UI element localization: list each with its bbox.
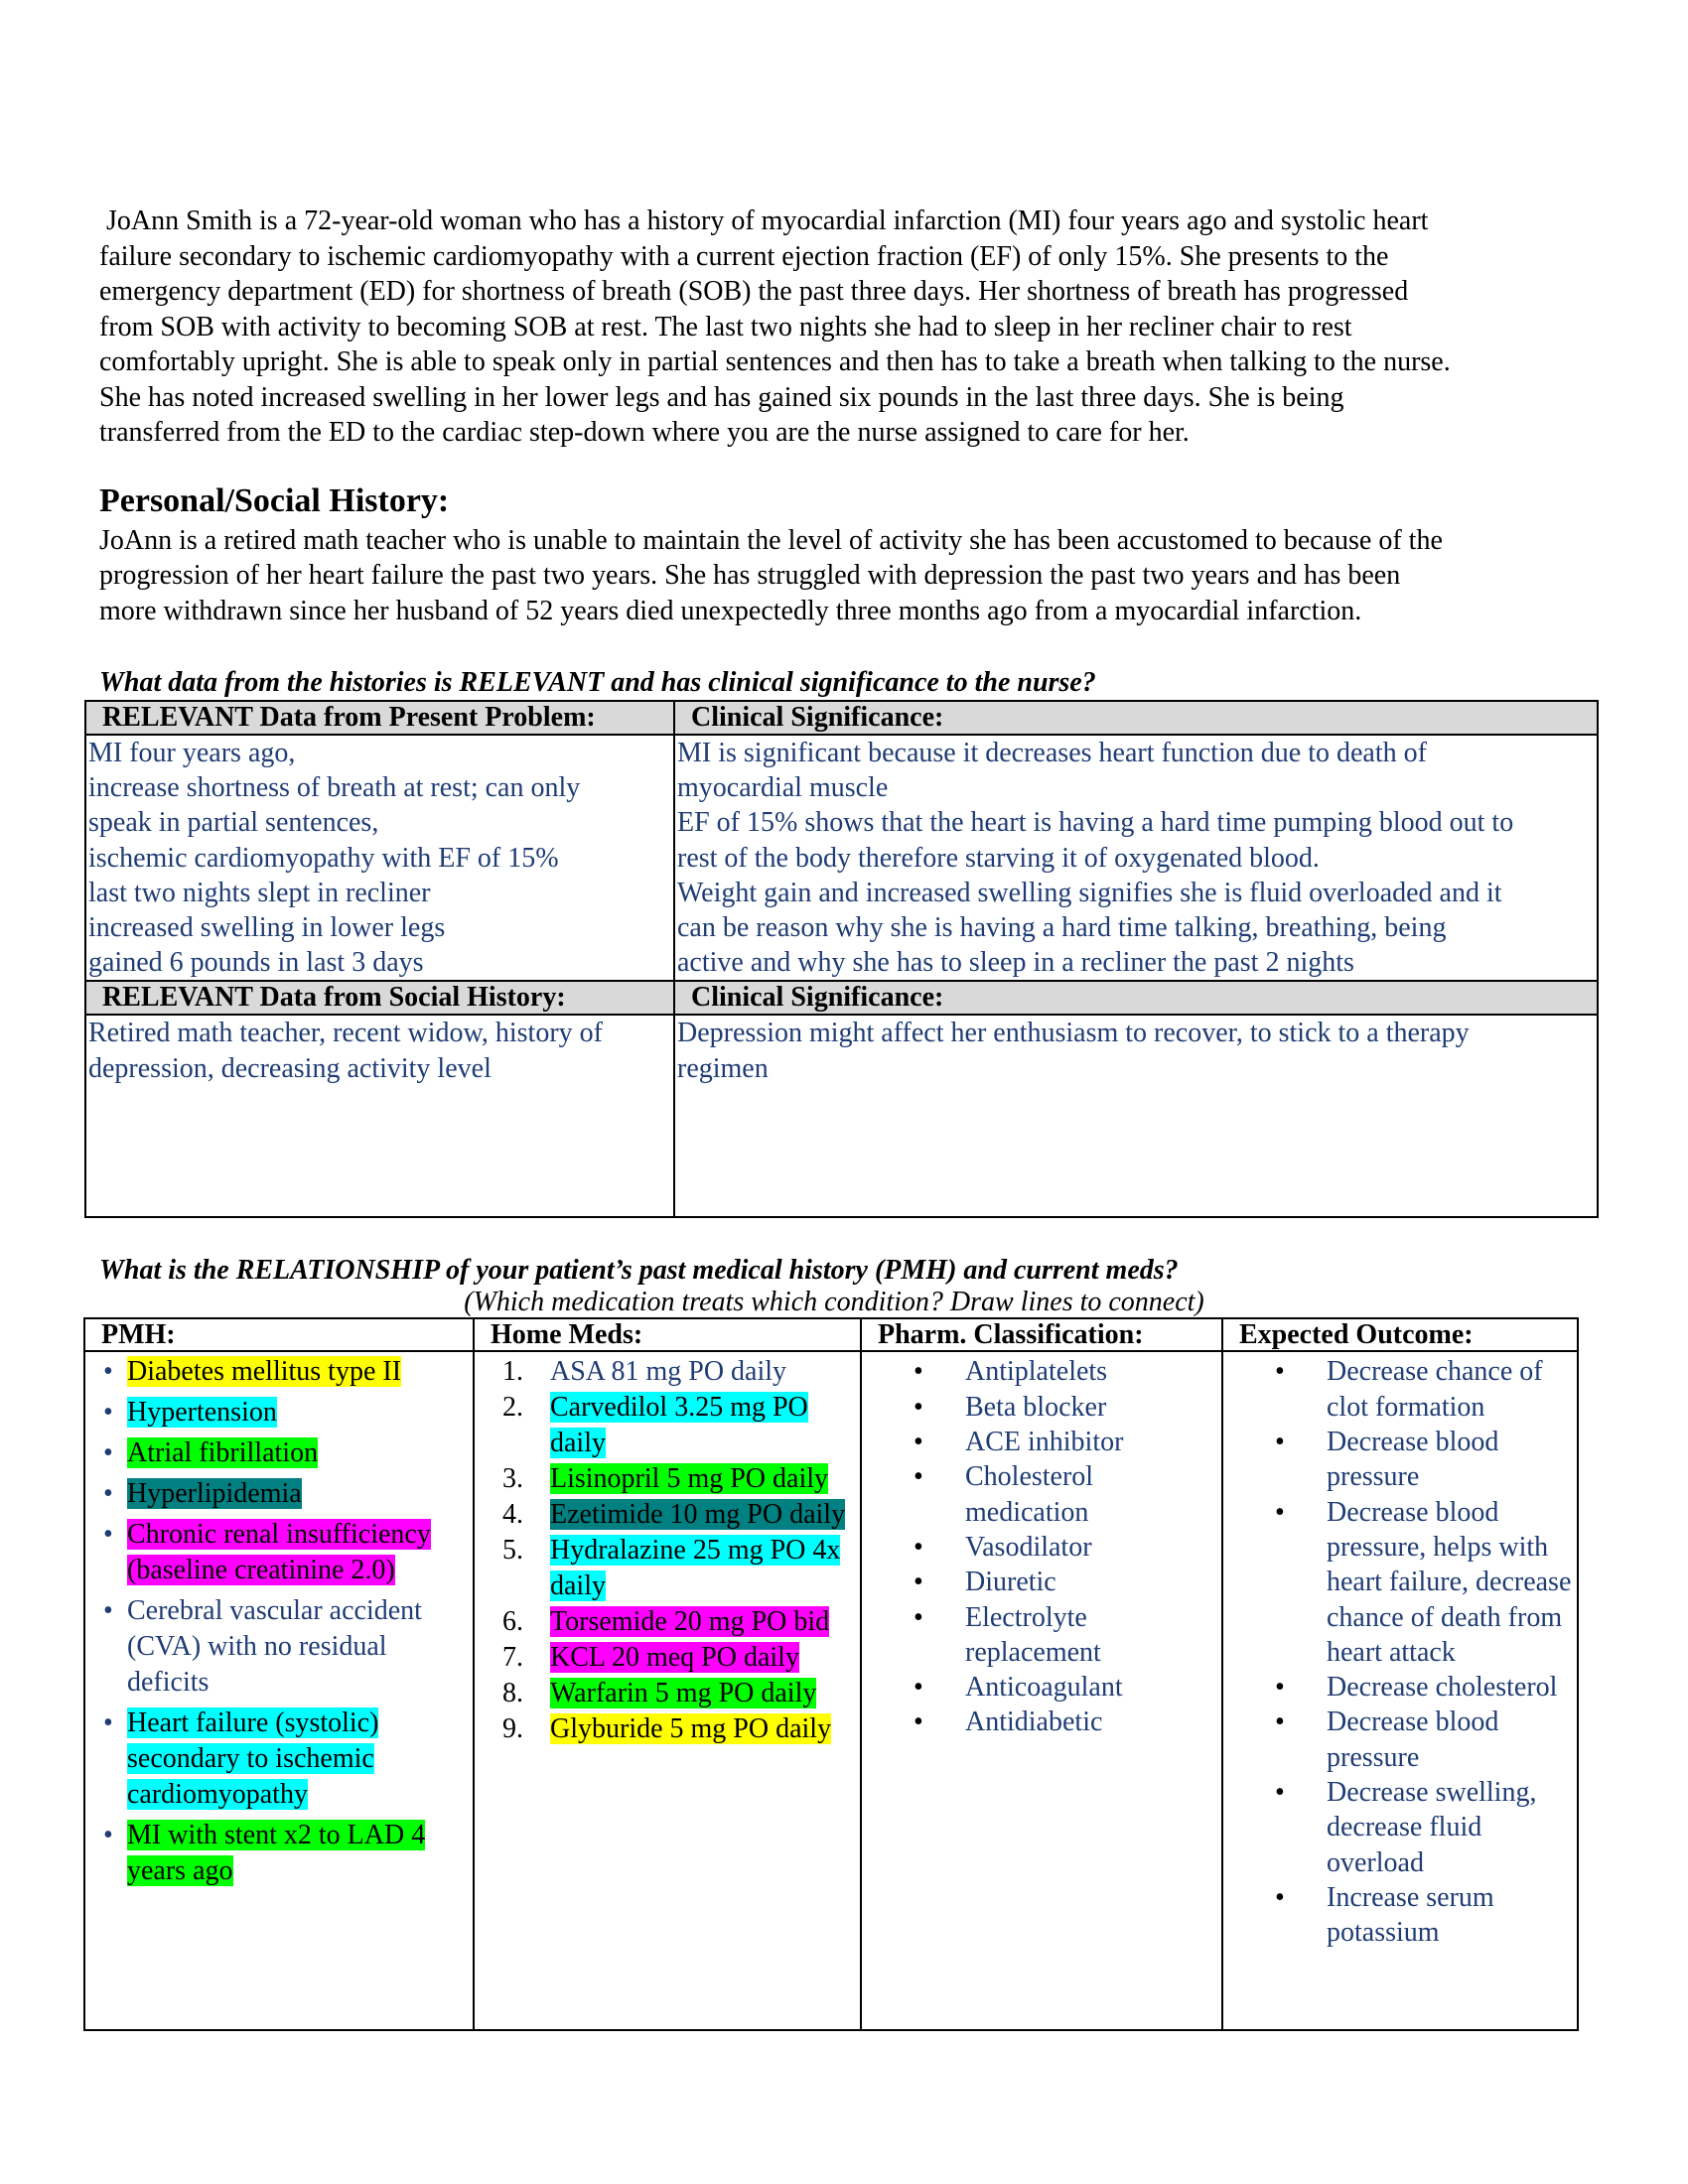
med-text: Ezetimide 10 mg PO daily	[550, 1499, 846, 1531]
bullet-icon: •	[103, 1478, 113, 1510]
bullet-icon: •	[103, 1820, 113, 1851]
pharm-class-text: Cholesterol medication	[965, 1461, 1094, 1528]
present-problem-cell[interactable]	[85, 735, 674, 981]
social-item: depression, decreasing activity level	[88, 1052, 492, 1084]
pmh-item	[89, 1818, 469, 1889]
pmh-item	[89, 1354, 469, 1390]
bullet-icon: •	[103, 1356, 113, 1388]
bullet-icon: •	[1275, 1356, 1285, 1388]
expected-outcome-item	[1227, 1354, 1573, 1425]
expected-outcome-item	[1227, 1705, 1573, 1775]
expected-outcome-text: Decrease swelling, decrease fluid overload	[1327, 1776, 1537, 1878]
intro-line: from SOB with activity to becoming SOB at rest. The last two nights she had to sleep in her recliner chair to rest	[99, 311, 1352, 342]
home-med-item	[479, 1497, 856, 1533]
social-history-header: RELEVANT Data from Social History:	[85, 981, 674, 1015]
expected-outcome-item	[1227, 1670, 1573, 1705]
med-number: 6.	[502, 1606, 523, 1638]
home-med-item	[479, 1461, 856, 1497]
med-number: 9.	[502, 1713, 523, 1745]
bullet-icon: •	[914, 1601, 923, 1633]
social-header-row	[85, 981, 1598, 1015]
social-significance-cell[interactable]	[674, 1015, 1598, 1217]
pharm-class-item	[866, 1565, 1217, 1599]
bullet-icon: •	[103, 1707, 113, 1739]
home-meds-header: Home Meds:	[474, 1318, 861, 1351]
home-med-item	[479, 1711, 856, 1747]
significance-line: regimen	[677, 1052, 769, 1084]
case-intro	[99, 204, 1589, 451]
home-med-item	[479, 1640, 856, 1676]
med-number: 8.	[502, 1678, 523, 1709]
home-med-item	[479, 1676, 856, 1711]
expected-outcome-text: Decrease chance of clot formation	[1327, 1356, 1543, 1423]
pmh-item	[89, 1395, 469, 1431]
pmh-item-text: Hypertension	[127, 1397, 277, 1429]
pharm-class-text: Beta blocker	[965, 1391, 1107, 1423]
pharm-class-item	[866, 1354, 1217, 1389]
relevant-data-table	[84, 700, 1599, 1218]
bullet-icon: •	[103, 1519, 113, 1551]
present-significance-cell[interactable]	[674, 735, 1598, 981]
med-number: 2.	[502, 1392, 523, 1424]
bullet-icon: •	[914, 1672, 923, 1704]
expected-outcome-item	[1227, 1425, 1573, 1495]
pharm-class-text: Vasodilator	[965, 1531, 1092, 1563]
intro-line: JoAnn Smith is a 72-year-old woman who has a history of myocardial infarction (MI) four years ago and systolic heart	[99, 205, 1429, 236]
pmh-header: PMH:	[84, 1318, 474, 1351]
bullet-icon: •	[914, 1567, 923, 1598]
pmh-item	[89, 1593, 469, 1701]
pharm-class-item	[866, 1390, 1217, 1425]
social-history-title: Personal/Social History:	[99, 481, 450, 519]
pmh-item	[89, 1706, 469, 1813]
pharm-class-item	[866, 1600, 1217, 1671]
present-item: gained 6 pounds in last 3 days	[88, 947, 424, 979]
expected-outcome-list	[1227, 1354, 1573, 1950]
significance-line: EF of 15% shows that the heart is having a hard time pumping blood out to	[677, 807, 1514, 839]
present-item: last two nights slept in recliner	[88, 877, 431, 908]
significance-line: MI is significant because it decreases heart function due to death of	[677, 738, 1427, 768]
pharm-class-cell[interactable]	[861, 1351, 1222, 2030]
med-number: 1.	[502, 1356, 523, 1388]
pmh-meds-table	[83, 1317, 1579, 2031]
med-number: 4.	[502, 1499, 523, 1531]
bullet-icon: •	[914, 1391, 923, 1423]
pmh-list	[89, 1354, 469, 1889]
present-problem-header: RELEVANT Data from Present Problem:	[85, 701, 674, 735]
intro-line: transferred from the ED to the cardiac step-down where you are the nurse assigned to care for her.	[99, 417, 1190, 448]
bullet-icon: •	[1275, 1706, 1285, 1738]
pmh-item-text: Atrial fibrillation	[127, 1437, 319, 1469]
pharm-class-item	[866, 1425, 1217, 1459]
relationship-question: What is the RELATIONSHIP of your patient’s past medical history (PMH) and current meds?	[99, 1255, 1179, 1287]
pharm-class-text: Anticoagulant	[965, 1672, 1123, 1704]
intro-line: She has noted increased swelling in her lower legs and has gained six pounds in the last three days. She is being	[99, 381, 1344, 413]
expected-outcome-header: Expected Outcome:	[1222, 1318, 1578, 1351]
home-med-item	[479, 1354, 856, 1390]
intro-line: comfortably upright. She is able to speak only in partial sentences and then has to take a breath when talking to the nurse.	[99, 346, 1451, 377]
med-number: 3.	[502, 1463, 523, 1495]
present-item: MI four years ago,	[88, 738, 296, 768]
pharm-class-list	[866, 1354, 1217, 1739]
med-text: Warfarin 5 mg PO daily	[550, 1678, 817, 1709]
med-text: Torsemide 20 mg PO bid	[550, 1606, 830, 1638]
med-number: 7.	[502, 1642, 523, 1674]
med-text: Lisinopril 5 mg PO daily	[550, 1463, 828, 1495]
expected-outcome-text: Decrease blood pressure	[1327, 1427, 1499, 1493]
bullet-icon: •	[914, 1427, 923, 1458]
pharm-class-header: Pharm. Classification:	[861, 1318, 1222, 1351]
present-header-row	[85, 701, 1598, 735]
significance-line: myocardial muscle	[677, 772, 889, 804]
expected-outcome-cell[interactable]	[1222, 1351, 1578, 2030]
present-problem-row	[85, 735, 1598, 981]
bullet-icon: •	[103, 1397, 113, 1429]
expected-outcome-text: Decrease cholesterol	[1327, 1672, 1558, 1704]
bullet-icon: •	[914, 1706, 923, 1738]
pharm-class-item	[866, 1530, 1217, 1565]
present-item: increased swelling in lower legs	[88, 912, 446, 944]
social-line: JoAnn is a retired math teacher who is unable to maintain the level of activity she has been accustomed to because of the	[99, 524, 1443, 556]
med-text: Glyburide 5 mg PO daily	[550, 1713, 832, 1745]
social-line: more withdrawn since her husband of 52 years died unexpectedly three months ago from a myocardial infarction.	[99, 595, 1362, 626]
pmh-item-text: MI with stent x2 to LAD 4 years ago	[127, 1820, 426, 1887]
bullet-icon: •	[914, 1461, 923, 1493]
bullet-icon: •	[1275, 1776, 1285, 1808]
pharm-class-text: Antiplatelets	[965, 1356, 1108, 1388]
med-text: Carvedilol 3.25 mg PO daily	[550, 1392, 808, 1459]
home-med-item	[479, 1390, 856, 1461]
home-med-item	[479, 1604, 856, 1640]
social-item: Retired math teacher, recent widow, history of	[88, 1018, 603, 1049]
social-data-cell[interactable]	[85, 1015, 674, 1217]
pharm-class-text: Antidiabetic	[965, 1706, 1103, 1738]
pharm-class-text: Diuretic	[965, 1567, 1056, 1598]
significance-line: Depression might affect her enthusiasm to recover, to stick to a therapy	[677, 1018, 1470, 1049]
pharm-class-item	[866, 1705, 1217, 1739]
med-text: ASA 81 mg PO daily	[550, 1356, 787, 1388]
bullet-icon: •	[1275, 1496, 1285, 1528]
pmh-item-text: Cerebral vascular accident (CVA) with no residual deficits	[127, 1595, 422, 1699]
pmh-item-text: Heart failure (systolic) secondary to ischemic cardiomyopathy	[127, 1707, 379, 1811]
bullet-icon: •	[1275, 1672, 1285, 1704]
social-significance-header: Clinical Significance:	[674, 981, 1598, 1015]
home-meds-cell[interactable]	[474, 1351, 861, 2030]
med-text: Hydralazine 25 mg PO 4x daily	[550, 1535, 841, 1602]
pmh-item	[89, 1517, 469, 1588]
med-text: KCL 20 meq PO daily	[550, 1642, 799, 1674]
pharm-class-item	[866, 1670, 1217, 1705]
significance-line: can be reason why she is having a hard time talking, breathing, being	[677, 912, 1447, 944]
social-line: progression of her heart failure the past two years. She has struggled with depression the past two years and has been	[99, 560, 1401, 591]
bullet-icon: •	[1275, 1881, 1285, 1913]
relevant-question: What data from the histories is RELEVANT and has clinical significance to the nurse?	[99, 667, 1096, 698]
expected-outcome-item	[1227, 1775, 1573, 1880]
clinical-significance-header: Clinical Significance:	[674, 701, 1598, 735]
pmh-item-text: Diabetes mellitus type II	[127, 1356, 402, 1388]
expected-outcome-text: Increase serum potassium	[1327, 1881, 1494, 1949]
pmh-item	[89, 1476, 469, 1512]
relationship-subnote: (Which medication treats which condition? Draw lines to connect)	[464, 1287, 1204, 1318]
pharm-class-item	[866, 1459, 1217, 1530]
document-page	[88, 204, 1589, 2031]
relationship-body-row	[84, 1351, 1578, 2030]
bullet-icon: •	[103, 1595, 113, 1627]
expected-outcome-item	[1227, 1880, 1573, 1951]
pmh-cell[interactable]	[84, 1351, 474, 2030]
expected-outcome-text: Decrease blood pressure	[1327, 1706, 1499, 1773]
home-meds-list	[479, 1354, 856, 1747]
relationship-header-row	[84, 1318, 1578, 1351]
intro-line: emergency department (ED) for shortness of breath (SOB) the past three days. Her shortness of breath has progressed	[99, 276, 1409, 307]
pmh-item-text: Hyperlipidemia	[127, 1478, 302, 1510]
bullet-icon: •	[914, 1531, 923, 1563]
pmh-item	[89, 1435, 469, 1471]
social-row	[85, 1015, 1598, 1217]
pmh-item-text: Chronic renal insufficiency (baseline creatinine 2.0)	[127, 1519, 431, 1586]
significance-line: active and why she has to sleep in a recliner the past 2 nights	[677, 947, 1354, 979]
expected-outcome-item	[1227, 1495, 1573, 1670]
bullet-icon: •	[1275, 1427, 1285, 1458]
home-med-item	[479, 1533, 856, 1604]
med-number: 5.	[502, 1535, 523, 1567]
pharm-class-text: ACE inhibitor	[965, 1427, 1124, 1458]
present-item: speak in partial sentences,	[88, 807, 379, 839]
social-history-text	[99, 523, 1589, 629]
bullet-icon: •	[914, 1356, 923, 1388]
intro-line: failure secondary to ischemic cardiomyopathy with a current ejection fraction (EF) of only 15%. She presents to the	[99, 240, 1389, 272]
pharm-class-text: Electrolyte replacement	[965, 1601, 1101, 1668]
present-item: increase shortness of breath at rest; can only	[88, 772, 581, 804]
bullet-icon: •	[103, 1437, 113, 1469]
significance-line: Weight gain and increased swelling signifies she is fluid overloaded and it	[677, 877, 1502, 908]
expected-outcome-text: Decrease blood pressure, helps with heart failure, decrease chance of death from heart attack	[1327, 1496, 1572, 1668]
present-item: ischemic cardiomyopathy with EF of 15%	[88, 842, 559, 874]
significance-line: rest of the body therefore starving it of oxygenated blood.	[677, 842, 1320, 874]
